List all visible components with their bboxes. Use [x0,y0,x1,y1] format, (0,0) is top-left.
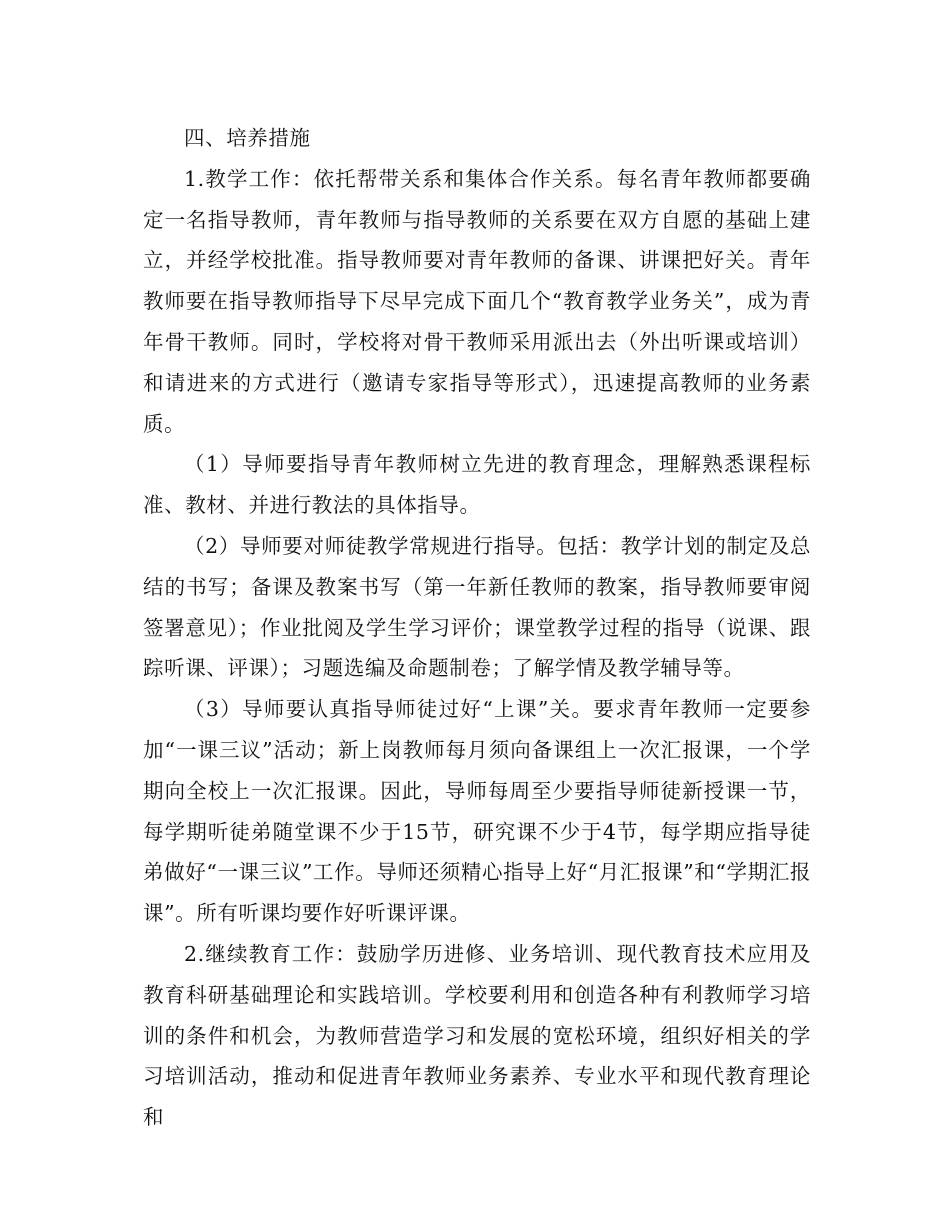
paragraph-continuing-education: 2.继续教育工作：鼓励学历进修、业务培训、现代教育技术应用及教育科研基础理论和实践培训。学校要利用和创造各种有利教师学习培训的条件和机会，为教师营造学习和发展的宽松环境，组织好相关的学习培训活动，推动和促进青年教师业务素养、专业水平和现代教育理论和 [143,941,811,1130]
paragraph-teaching-work: 1.教学工作：依托帮带关系和集体合作关系。每名青年教师都要确定一名指导教师，青年教师与指导教师的关系要在双方自愿的基础上建立，并经学校批准。指导教师要对青年教师的备课、讲课把好关。青年教师要在指导教师指导下尽早完成下面几个“教育教学业务关”，成为青年骨干教师。同时，学校将对骨干教师采用派出去（外出听课或培训）和请进来的方式进行（邀请专家指导等形式），迅速提高教师的业务素质。 [143,166,811,436]
paragraph-item-3: （3）导师要认真指导师徒过好“上课”关。要求青年教师一定要参加“一课三议”活动；新上岗教师每月须向备课组上一次汇报课，一个学期向全校上一次汇报课。因此，导师每周至少要指导师徒新授课一节，每学期听徒弟随堂课不少于15节，研究课不少于4节，每学期应指导徒弟做好“一课三议”工作。导师还须精心指导上好“月汇报课”和“学期汇报课”。所有听课均要作好听课评课。 [143,697,811,926]
paragraph-item-1: （1）导师要指导青年教师树立先进的教育理念，理解熟悉课程标准、教材、并进行教法的具体指导。 [143,452,811,518]
paragraph-item-2: （2）导师要对师徒教学常规进行指导。包括：教学计划的制定及总结的书写；备课及教案书写（第一年新任教师的教案，指导教师要审阅签署意见）；作业批阅及学生学习评价；课堂教学过程的指导（说课、跟踪听课、评课）；习题选编及命题制卷；了解学情及教学辅导等。 [143,533,811,681]
section-heading: 四、培养措施 [184,126,311,150]
document-body [143,118,811,1138]
